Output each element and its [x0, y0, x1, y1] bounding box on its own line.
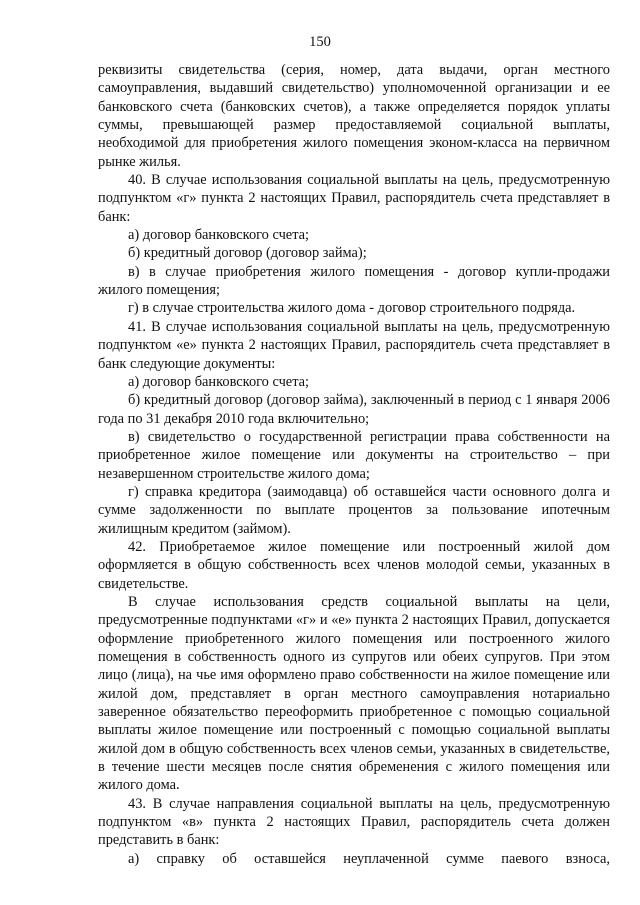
list-item: в) свидетельство о государственной регистрации права собственности на приобретенное жилое помещение или документы на строительство – при незавершенном строительстве жилого дома;	[98, 428, 610, 482]
paragraph: реквизиты свидетельства (серия, номер, дата выдачи, орган местного самоуправления, выдавший свидетельство) уполномоченной организации и ее банковского счета (банковских счетов), а также определяется порядок уплаты суммы, превышающей размер предоставляемой социальной выплаты, необходимой для приобретения жилого помещения эконом-класса на первичном рынке жилья.	[98, 62, 610, 170]
paragraph-43: 43. В случае направления социальной выплаты на цель, предусмотренную подпунктом «в» пункта 2 настоящих Правил, распорядитель счета должен представить в банк:	[98, 795, 610, 849]
document-body	[98, 61, 610, 868]
list-item: а) договор банковского счета;	[128, 373, 310, 390]
list-item: а) справку об оставшейся неуплаченной сумме паевого взноса,	[128, 850, 610, 867]
paragraph: В случае использования средств социальной выплаты на цели, предусмотренные подпунктами «г» и «е» пункта 2 настоящих Правил, допускается оформление приобретенного жилого помещения или построенного жилого помещения в собственность одного из супругов или обеих супругов. При этом лицо (лица), на чье имя оформлено право собственности на жилое помещение или жилой дом, представляет в орган местного самоуправления нотариально заверенное обязательство переоформить приобретенное с помощью социальной выплаты жилое помещение или построенный с помощью социальной выплаты жилой дом в общую собственность всех членов семьи, указанных в свидетельстве, в течение шести месяцев после снятия обременения с жилого помещения или жилого дома.	[98, 593, 610, 794]
list-item: б) кредитный договор (договор займа), заключенный в период с 1 января 2006 года по 31 декабря 2010 года включительно;	[98, 392, 610, 427]
list-item: г) в случае строительства жилого дома - договор строительного подряда.	[128, 300, 576, 317]
page-number: 150	[309, 34, 331, 50]
list-item: г) справка кредитора (заимодавца) об оставшейся части основного долга и сумме задолженности по выплате процентов за пользование ипотечным жилищным кредитом (займом).	[98, 483, 610, 537]
paragraph-41: 41. В случае использования социальной выплаты на цель, предусмотренную подпунктом «е» пункта 2 настоящих Правил, распорядитель счета представляет в банк следующие документы:	[98, 318, 610, 372]
paragraph-40: 40. В случае использования социальной выплаты на цель, предусмотренную подпунктом «г» пункта 2 настоящих Правил, распорядитель счета представляет в банк:	[98, 172, 610, 225]
paragraph-42: 42. Приобретаемое жилое помещение или построенный жилой дом оформляется в общую собственность всех членов молодой семьи, указанных в свидетельстве.	[98, 538, 610, 592]
list-item: б) кредитный договор (договор займа);	[128, 245, 367, 262]
list-item: а) договор банковского счета;	[128, 227, 310, 244]
list-item: в) в случае приобретения жилого помещения - договор купли-продажи жилого помещения;	[98, 263, 610, 299]
